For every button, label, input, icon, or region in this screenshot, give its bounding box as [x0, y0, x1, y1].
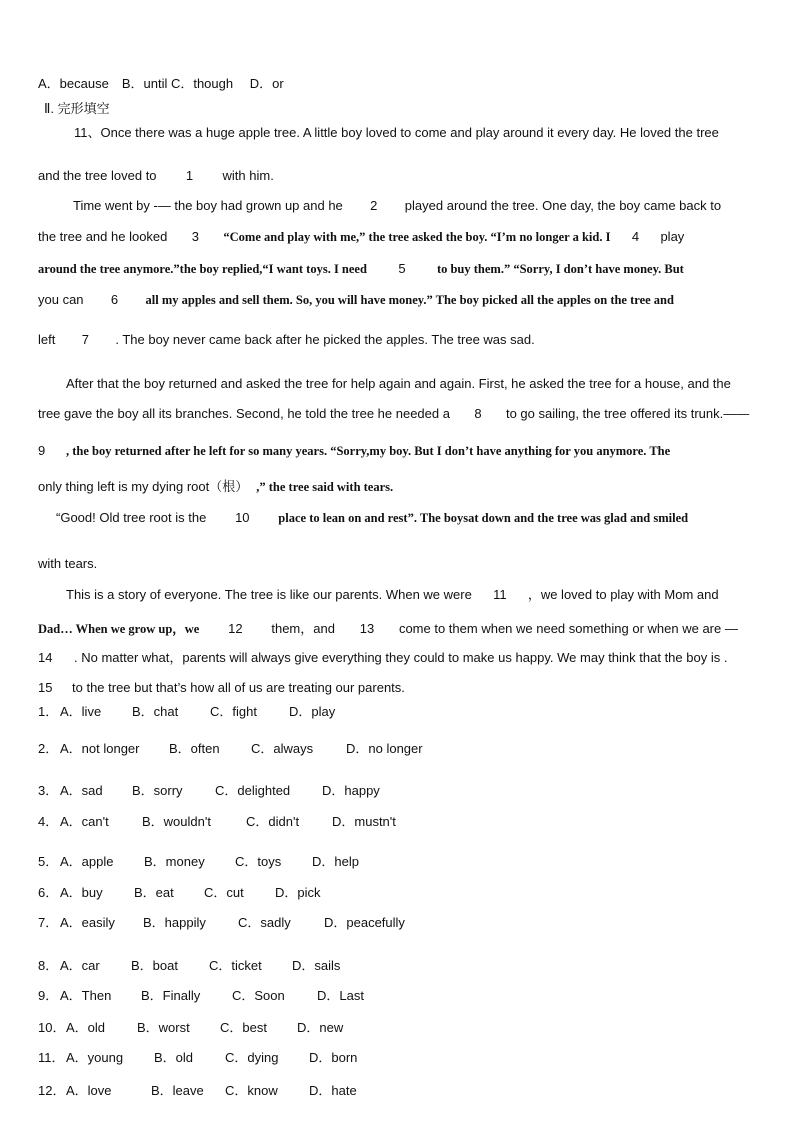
answer-option: B．boat: [131, 958, 178, 973]
answer-option: C．toys: [235, 854, 282, 869]
answer-option: C．always: [251, 741, 314, 756]
question-number: 6．: [38, 885, 59, 900]
passage-text: Dad… When we grow up，we: [38, 622, 200, 636]
question-number: 2．: [38, 741, 59, 756]
blank-number: 1: [185, 168, 194, 183]
answer-option: D．new: [297, 1020, 344, 1035]
passage-line: [38, 168, 274, 184]
blank-number: 2: [370, 198, 378, 213]
passage-text: . No matter what，parents will always give everything they could to make us happy. We may think that the boy is .: [74, 650, 728, 665]
answer-option: B．old: [154, 1050, 194, 1065]
blank-number: 7: [81, 332, 89, 347]
passage-line: [38, 332, 535, 348]
answer-option: A．apple: [60, 854, 114, 869]
question-number: 8．: [38, 958, 59, 973]
passage-line: [38, 650, 727, 666]
question-number: 11．: [38, 1050, 65, 1065]
passage-text: place to lean on and rest”. The boysat down and the tree was glad and smiled: [278, 511, 689, 525]
answer-option: D．no longer: [346, 741, 423, 756]
answer-option: B．chat: [132, 704, 179, 719]
passage-line: [38, 680, 405, 696]
answer-option: A．Then: [60, 988, 112, 1003]
blank-number: 4: [631, 229, 640, 244]
blank-number: 10: [235, 510, 250, 525]
passage-text: ,” the tree said with tears.: [256, 480, 394, 494]
answer-option: B．wouldn't: [142, 814, 211, 829]
passage-line: [56, 510, 688, 526]
answer-option: D．peacefully: [324, 915, 405, 930]
answer-option: B．money: [144, 854, 205, 869]
answer-option: C．cut: [204, 885, 244, 900]
answer-option: C．ticket: [209, 958, 262, 973]
passage-text: come to them when we need something or when we are —: [398, 621, 738, 636]
section-heading: Ⅱ. 完形填空: [44, 101, 110, 116]
passage-text: to the tree but that’s how all of us are treating our parents.: [72, 680, 405, 695]
answer-option: B．Finally: [141, 988, 201, 1003]
answer-option: B．leave: [151, 1083, 204, 1098]
passage-text: “Come and play with me,” the tree asked the boy. “I’m no longer a kid. I: [223, 230, 611, 244]
question-number: 7．: [38, 915, 59, 930]
answer-option: D．play: [289, 704, 336, 719]
blank-number: 14: [38, 650, 53, 665]
passage-text: ，we loved to play with Mom and: [527, 587, 719, 602]
answer-option: D．mustn't: [332, 814, 396, 829]
blank-number: 8: [474, 406, 482, 421]
question-number: 5．: [38, 854, 59, 869]
answer-option: D．pick: [275, 885, 321, 900]
passage-text: “Good! Old tree root is the: [56, 510, 207, 525]
blank-number: 13: [359, 621, 375, 636]
passage-text: them，and: [271, 621, 335, 636]
answer-option: B．happily: [143, 915, 206, 930]
passage-line: [73, 198, 721, 214]
passage-text: with him.: [222, 168, 274, 183]
answer-option: C．best: [220, 1020, 267, 1035]
passage-line: [38, 292, 674, 308]
passage-text: to go sailing, the tree offered its trunk.——: [505, 406, 750, 421]
passage-line: 11、Once there was a huge apple tree. A little boy loved to come and play around it every day. He loved the tree: [74, 125, 719, 140]
passage-line: [38, 479, 393, 495]
answer-option: C．dying: [225, 1050, 279, 1065]
answer-option: A．can't: [60, 814, 109, 829]
passage-text: play: [660, 229, 685, 244]
answer-option: A．easily: [60, 915, 115, 930]
question-number: 10．: [38, 1020, 66, 1035]
answer-option: A．young: [66, 1050, 124, 1065]
answer-option: C．fight: [210, 704, 257, 719]
answer-option: C．sadly: [238, 915, 291, 930]
passage-text: played around the tree. One day, the boy came back to: [404, 198, 722, 213]
passage-text: Time went by -— the boy had grown up and he: [73, 198, 343, 213]
answer-option: B．sorry: [132, 783, 183, 798]
answer-option: A．sad: [60, 783, 103, 798]
passage-text: the tree and he looked: [38, 229, 168, 244]
passage-text: and the tree loved to: [38, 168, 157, 183]
passage-text: left: [38, 332, 56, 347]
passage-line: [38, 261, 684, 277]
answer-option: D．Last: [317, 988, 364, 1003]
passage-text: to buy them.” “Sorry, I don’t have money. But: [436, 262, 684, 276]
blank-number: 5: [398, 261, 406, 276]
passage-text: . The boy never came back after he picked the apples. The tree was sad.: [115, 332, 535, 347]
passage-text: all my apples and sell them. So, you will have money.” The boy picked all the apples on the tree and: [145, 293, 674, 307]
blank-number: 11: [493, 587, 507, 602]
passage-line: [38, 229, 684, 245]
answer-option: A．live: [60, 704, 102, 719]
passage-text: , the boy returned after he left for so many years. “Sorry,my boy. But I don’t have anything for you anymore. The: [66, 444, 671, 458]
answer-option: B．eat: [134, 885, 174, 900]
answer-option: B．worst: [137, 1020, 190, 1035]
passage-text: around the tree anymore.”the boy replied,“I want toys. I need: [38, 262, 367, 276]
passage-text: you can: [38, 292, 84, 307]
answer-option: C．Soon: [232, 988, 285, 1003]
passage-line: [38, 406, 749, 422]
answer-option: A．love: [66, 1083, 112, 1098]
passage-text: only thing left is my dying root（根）: [38, 479, 249, 494]
question-number: 12．: [38, 1083, 66, 1098]
passage-text: This is a story of everyone. The tree is like our parents. When we were: [66, 587, 472, 602]
blank-number: 12: [228, 621, 243, 636]
answer-option: D．sails: [292, 958, 341, 973]
passage-line: [38, 443, 670, 459]
answer-option: D．hate: [309, 1083, 357, 1098]
passage-line: with tears.: [38, 556, 98, 571]
answer-option: A．buy: [60, 885, 103, 900]
answer-option: C．didn't: [246, 814, 300, 829]
blank-number: 3: [191, 229, 199, 244]
question-number: 3．: [38, 783, 59, 798]
answer-option: D．happy: [322, 783, 380, 798]
answer-option: D．help: [312, 854, 359, 869]
blank-number: 6: [110, 292, 119, 307]
answer-option: A．car: [60, 958, 100, 973]
passage-line: After that the boy returned and asked the tree for help again and again. First, he asked the tree for a house, and the: [66, 376, 731, 391]
answer-option: A．old: [66, 1020, 106, 1035]
answer-option: D．born: [309, 1050, 358, 1065]
passage-line: [38, 621, 738, 637]
question-number: 9．: [38, 988, 59, 1003]
passage-text: tree gave the boy all its branches. Second, he told the tree he needed a: [38, 406, 450, 421]
previous-question-options: A．because B．until C．though D．or: [38, 76, 284, 91]
answer-option: B．often: [169, 741, 220, 756]
blank-number: 9: [38, 443, 46, 458]
passage-line: [66, 587, 719, 603]
answer-option: A．not longer: [60, 741, 140, 756]
answer-option: C．delighted: [215, 783, 291, 798]
question-number: 1．: [38, 704, 59, 719]
answer-option: C．know: [225, 1083, 278, 1098]
blank-number: 15: [38, 680, 53, 695]
question-number: 4．: [38, 814, 59, 829]
